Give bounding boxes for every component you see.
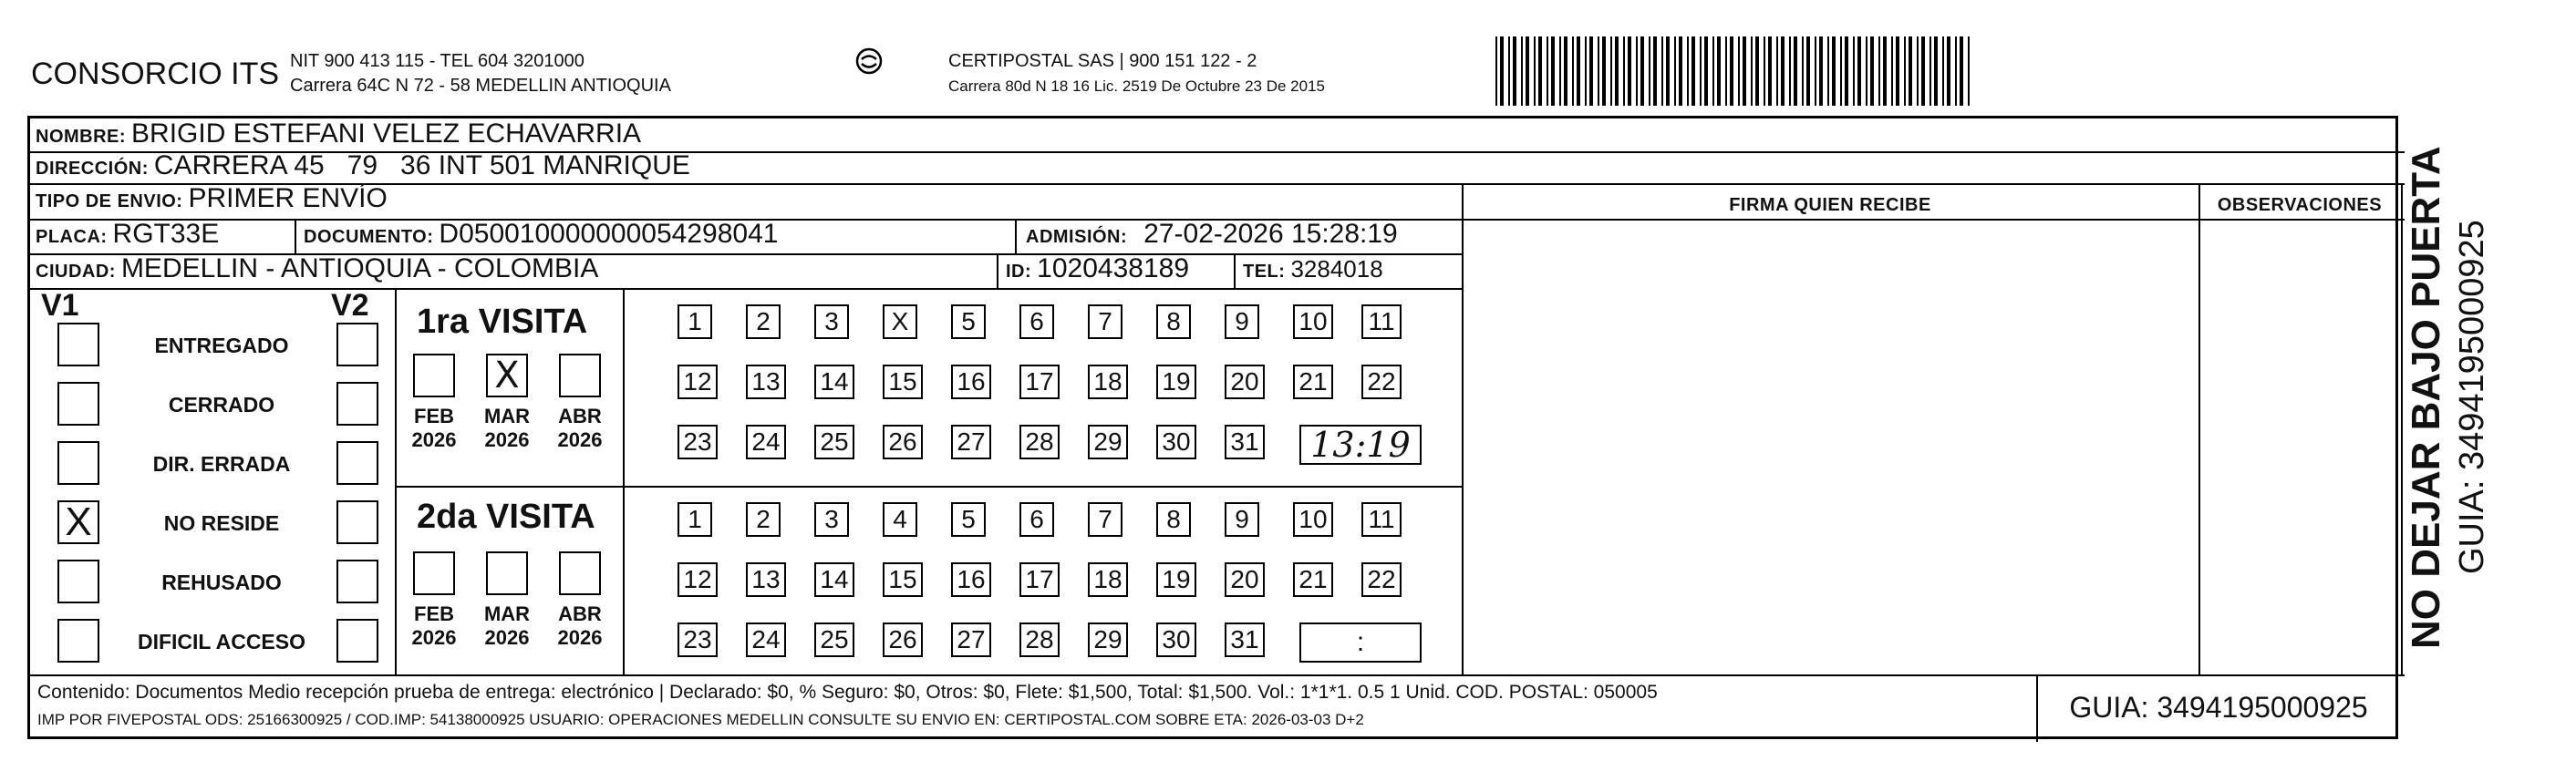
visit1-month-checkbox[interactable] bbox=[559, 354, 601, 397]
visit2-day-box[interactable]: 25 bbox=[814, 623, 854, 657]
month-name: ABR bbox=[558, 602, 602, 625]
visit2-day-box[interactable]: 23 bbox=[678, 623, 718, 657]
admission-date: 27-02-2026 15:28:19 bbox=[1143, 219, 1398, 249]
observations-header: OBSERVACIONES bbox=[2217, 195, 2383, 215]
v1-checkbox[interactable] bbox=[57, 560, 99, 603]
status-label: CERRADO bbox=[168, 393, 275, 417]
v2-checkbox[interactable] bbox=[336, 619, 378, 663]
v2-header: V2 bbox=[331, 288, 369, 323]
visit2-month-checkbox[interactable] bbox=[413, 551, 455, 595]
visit1-day-box[interactable]: 8 bbox=[1156, 304, 1191, 339]
company-nit-line: NIT 900 413 115 - TEL 604 3201000 bbox=[290, 51, 585, 71]
v2-checkbox[interactable] bbox=[336, 500, 378, 544]
carrier-license-line: Carrera 80d N 18 16 Lic. 2519 De Octubre 23 De 2015 bbox=[948, 77, 1325, 95]
visit1-day-box[interactable]: 29 bbox=[1088, 425, 1128, 459]
visit2-month-label bbox=[402, 602, 466, 650]
visit1-day-box[interactable]: 25 bbox=[814, 425, 854, 459]
visit2-day-box[interactable]: 1 bbox=[678, 502, 712, 537]
name-row bbox=[36, 118, 641, 149]
carrier-info bbox=[948, 49, 1325, 98]
visit2-day-box[interactable]: 5 bbox=[951, 502, 986, 537]
visit2-month-label bbox=[475, 602, 539, 650]
tel-number: 3284018 bbox=[1290, 255, 1383, 283]
city-label: CIUDAD: bbox=[36, 262, 116, 282]
visit2-day-box[interactable]: 11 bbox=[1361, 502, 1402, 537]
visit2-day-box[interactable]: 18 bbox=[1088, 562, 1128, 597]
visit1-day-box[interactable]: 26 bbox=[883, 425, 923, 459]
id-number: 1020438189 bbox=[1037, 253, 1190, 283]
barcode bbox=[1495, 36, 2225, 106]
month-name: MAR bbox=[483, 405, 531, 427]
visit2-day-box[interactable]: 10 bbox=[1293, 502, 1333, 537]
v1-checkbox[interactable] bbox=[57, 323, 99, 366]
visit2-day-box[interactable]: 29 bbox=[1088, 623, 1128, 657]
visit2-day-box[interactable]: 12 bbox=[678, 562, 718, 597]
month-name: MAR bbox=[483, 602, 531, 625]
visit1-day-box[interactable]: 24 bbox=[746, 425, 786, 459]
visit1-day-box[interactable]: 13 bbox=[746, 365, 786, 399]
visit1-day-box[interactable]: 21 bbox=[1293, 365, 1333, 399]
v1-checkbox[interactable]: X bbox=[57, 500, 99, 544]
month-year: 2026 bbox=[484, 626, 530, 649]
document-row bbox=[304, 219, 778, 250]
visit1-day-box[interactable]: 3 bbox=[814, 304, 849, 339]
delivery-form bbox=[27, 116, 2398, 739]
visit2-day-box[interactable]: 28 bbox=[1019, 623, 1060, 657]
visit1-month-checkbox[interactable]: X bbox=[486, 354, 528, 397]
visit1-day-box[interactable]: 20 bbox=[1225, 365, 1265, 399]
visit1-day-box[interactable]: 16 bbox=[951, 365, 991, 399]
visit1-month-label bbox=[402, 405, 466, 452]
v1-checkbox[interactable] bbox=[57, 619, 99, 663]
visit1-day-box[interactable]: 31 bbox=[1225, 425, 1265, 459]
visit2-time-box[interactable]: : bbox=[1299, 623, 1422, 663]
visit2-day-box[interactable]: 16 bbox=[951, 562, 991, 597]
visit1-day-box[interactable]: 12 bbox=[678, 365, 718, 399]
visit2-day-box[interactable]: 30 bbox=[1156, 623, 1196, 657]
visit2-day-box[interactable]: 22 bbox=[1361, 562, 1402, 597]
send-type-label: TIPO DE ENVIO: bbox=[36, 191, 183, 211]
visit1-month-checkbox[interactable] bbox=[413, 354, 455, 397]
v1-checkbox[interactable] bbox=[57, 382, 99, 426]
carrier-nit-line: CERTIPOSTAL SAS | 900 151 122 - 2 bbox=[948, 51, 1257, 71]
admission-label: ADMISIÓN: bbox=[1026, 227, 1128, 247]
visit2-day-box[interactable]: 27 bbox=[951, 623, 991, 657]
visit1-day-box[interactable]: 7 bbox=[1088, 304, 1122, 339]
visit2-day-box[interactable]: 14 bbox=[814, 562, 854, 597]
month-name: FEB bbox=[414, 602, 454, 625]
visit2-day-box[interactable]: 20 bbox=[1225, 562, 1265, 597]
status-label: DIR. ERRADA bbox=[152, 452, 291, 476]
signature-header: FIRMA QUIEN RECIBE bbox=[1729, 195, 1931, 215]
visit1-day-box[interactable]: 5 bbox=[951, 304, 986, 339]
plate-label: PLACA: bbox=[36, 227, 108, 247]
month-year: 2026 bbox=[411, 428, 457, 451]
month-year: 2026 bbox=[557, 626, 603, 649]
city: MEDELLIN - ANTIOQUIA - COLOMBIA bbox=[120, 253, 599, 283]
visit1-day-box[interactable]: 11 bbox=[1361, 304, 1402, 339]
name-label: NOMBRE: bbox=[36, 127, 127, 147]
visit1-day-box[interactable]: 10 bbox=[1293, 304, 1333, 339]
visit2-day-box[interactable]: 15 bbox=[883, 562, 923, 597]
visit1-day-box[interactable]: 22 bbox=[1361, 365, 1402, 399]
v2-checkbox[interactable] bbox=[336, 323, 378, 366]
v2-checkbox[interactable] bbox=[336, 560, 378, 603]
visit2-day-box[interactable]: 7 bbox=[1088, 502, 1122, 537]
month-name: ABR bbox=[558, 405, 602, 427]
visit2-day-box[interactable]: 17 bbox=[1019, 562, 1060, 597]
tel-label: TEL: bbox=[1243, 262, 1286, 282]
visit2-day-box[interactable]: 4 bbox=[883, 502, 917, 537]
recipient-name: BRIGID ESTEFANI VELEZ ECHAVARRIA bbox=[131, 118, 642, 149]
side-warning: NO DEJAR BAJO PUERTA bbox=[2404, 146, 2448, 649]
footer-guia: GUIA: 3494195000925 bbox=[2069, 691, 2368, 724]
side-guia: GUIA: 3494195000925 bbox=[2453, 220, 2491, 574]
visit1-month-label bbox=[475, 405, 539, 452]
visit2-month-label bbox=[548, 602, 612, 650]
visit2-day-box[interactable]: 24 bbox=[746, 623, 786, 657]
company-address-line: Carrera 64C N 72 - 58 MEDELLIN ANTIOQUIA bbox=[290, 76, 671, 96]
printed-line: IMP POR FIVEPOSTAL ODS: 25166300925 / COD.IMP: 54138000925 USUARIO: OPERACIONES MEDELLIN CONSULTE SU ENVIO EN: CERTIPOSTAL.COM SOBRE ETA: 2026-03-03 D+2 bbox=[37, 711, 1364, 728]
visit1-day-box[interactable]: 30 bbox=[1156, 425, 1196, 459]
visit1-day-box[interactable]: 2 bbox=[746, 304, 781, 339]
visit2-day-box[interactable]: 8 bbox=[1156, 502, 1191, 537]
status-label: ENTREGADO bbox=[154, 334, 289, 357]
visit1-day-box[interactable]: 19 bbox=[1156, 365, 1196, 399]
visit1-time-box[interactable]: 13:19 bbox=[1299, 425, 1422, 465]
visit2-day-box[interactable]: 31 bbox=[1225, 623, 1265, 657]
v2-checkbox[interactable] bbox=[336, 382, 378, 426]
visit2-title: 2da VISITA bbox=[417, 498, 595, 536]
visit2-day-box[interactable]: 3 bbox=[814, 502, 849, 537]
v1-header: V1 bbox=[41, 288, 79, 323]
visit1-day-box[interactable]: 14 bbox=[814, 365, 854, 399]
visit1-day-box[interactable]: X bbox=[883, 304, 917, 339]
visit1-title: 1ra VISITA bbox=[417, 303, 588, 341]
tel-row bbox=[1243, 255, 1383, 283]
company-info bbox=[290, 49, 671, 98]
month-year: 2026 bbox=[557, 428, 603, 451]
visit2-day-box[interactable]: 6 bbox=[1019, 502, 1054, 537]
recipient-address: CARRERA 45 79 36 INT 501 MANRIQUE bbox=[153, 150, 690, 180]
visit1-day-box[interactable]: 23 bbox=[678, 425, 718, 459]
admission-row bbox=[1026, 219, 1398, 250]
month-year: 2026 bbox=[411, 626, 457, 649]
status-label: REHUSADO bbox=[161, 571, 282, 594]
send-type: PRIMER ENVÍO bbox=[188, 183, 388, 213]
visit1-day-box[interactable]: 9 bbox=[1225, 304, 1259, 339]
month-year: 2026 bbox=[484, 428, 530, 451]
send-type-row bbox=[36, 183, 388, 214]
visit2-day-box[interactable]: 9 bbox=[1225, 502, 1259, 537]
plate: RGT33E bbox=[112, 219, 220, 249]
document-label: DOCUMENTO: bbox=[304, 227, 434, 247]
address-label: DIRECCIÓN: bbox=[36, 159, 149, 179]
visit2-day-box[interactable]: 19 bbox=[1156, 562, 1196, 597]
city-row bbox=[36, 253, 598, 284]
month-name: FEB bbox=[414, 405, 454, 427]
visit2-day-box[interactable]: 26 bbox=[883, 623, 923, 657]
plate-row bbox=[36, 219, 219, 250]
visit1-month-label bbox=[548, 405, 612, 452]
visit1-day-box[interactable]: 18 bbox=[1088, 365, 1128, 399]
v1-checkbox[interactable] bbox=[57, 441, 99, 485]
status-label: DIFICIL ACCESO bbox=[137, 630, 305, 653]
document-number: D050010000000054298041 bbox=[439, 219, 779, 249]
visit2-day-box[interactable]: 21 bbox=[1293, 562, 1333, 597]
v2-checkbox[interactable] bbox=[336, 441, 378, 485]
address-row bbox=[36, 150, 690, 181]
status-label: NO RESIDE bbox=[163, 511, 280, 535]
visit1-day-box[interactable]: 17 bbox=[1019, 365, 1060, 399]
visit2-month-checkbox[interactable] bbox=[559, 551, 601, 595]
visit2-day-box[interactable]: 2 bbox=[746, 502, 781, 537]
visit1-day-box[interactable]: 6 bbox=[1019, 304, 1054, 339]
visit1-day-box[interactable]: 1 bbox=[678, 304, 712, 339]
id-row bbox=[1006, 253, 1189, 284]
certipostal-logo bbox=[848, 47, 890, 83]
content-line: Contenido: Documentos Medio recepción prueba de entrega: electrónico | Declarado: $0, % Seguro: $0, Otros: $0, Flete: $1,500, Total: $1,500. Vol.: 1*1*1. 0.5 1 Unid. COD. POSTAL: 050005 bbox=[37, 682, 1658, 703]
visit2-month-checkbox[interactable] bbox=[486, 551, 528, 595]
visit1-day-box[interactable]: 28 bbox=[1019, 425, 1060, 459]
id-label: ID: bbox=[1006, 262, 1032, 282]
company-name: CONSORCIO ITS bbox=[31, 57, 280, 91]
visit2-day-box[interactable]: 13 bbox=[746, 562, 786, 597]
visit1-day-box[interactable]: 27 bbox=[951, 425, 991, 459]
visit1-day-box[interactable]: 15 bbox=[883, 365, 923, 399]
